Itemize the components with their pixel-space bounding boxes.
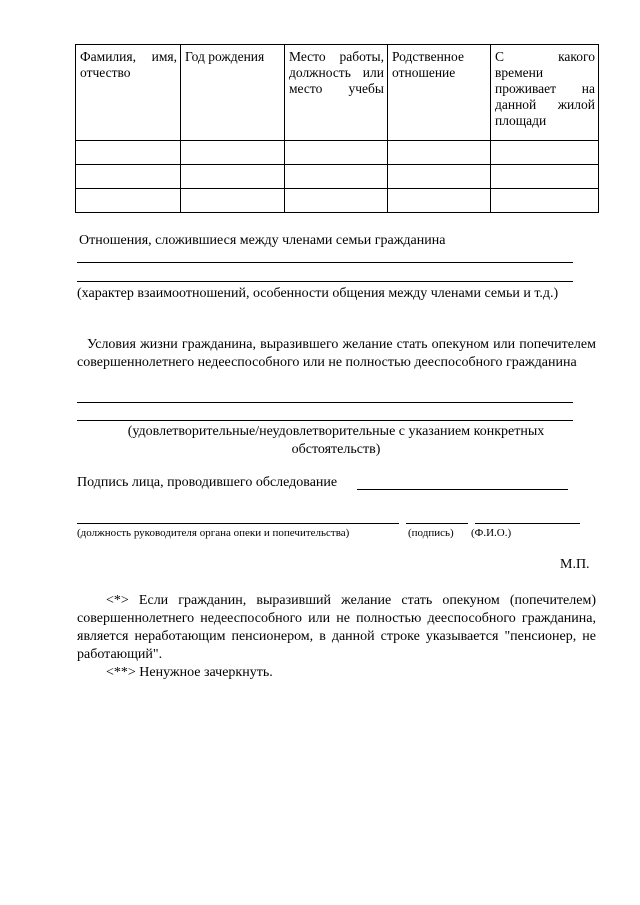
relations-fill-line-1[interactable] — [77, 262, 573, 263]
header-residence-since: С какого времени проживает на данной жилой площади — [491, 45, 599, 141]
signature-fill-line[interactable] — [357, 489, 568, 490]
table-cell[interactable] — [388, 141, 491, 165]
table-cell[interactable] — [388, 189, 491, 213]
header-birth-year: Год рождения — [181, 45, 285, 141]
table-cell[interactable] — [285, 189, 388, 213]
header-full-name: Фамилия, имя, отчество — [76, 45, 181, 141]
name-fill-line[interactable] — [475, 523, 580, 524]
table-row — [76, 141, 599, 165]
relations-fill-line-2[interactable] — [77, 281, 573, 282]
signature-label: Подпись лица, проводившего обследование — [77, 475, 338, 490]
table-row — [76, 165, 599, 189]
table-cell[interactable] — [491, 165, 599, 189]
table-cell[interactable] — [285, 141, 388, 165]
conditions-label: Условия жизни гражданина, выразившего желание стать опекуном или попечителем совершеннолетнего недееспособного или не полностью дееспособного гражданина — [77, 337, 596, 370]
header-relation: Родственное отношение — [388, 45, 491, 141]
sign-fill-line[interactable] — [406, 523, 468, 524]
conditions-fill-line-1[interactable] — [77, 402, 573, 403]
table-row — [76, 189, 599, 213]
table-cell[interactable] — [76, 165, 181, 189]
table-cell[interactable] — [76, 141, 181, 165]
conditions-fill-line-2[interactable] — [77, 420, 573, 421]
table-cell[interactable] — [388, 165, 491, 189]
table-cell[interactable] — [285, 165, 388, 189]
seal-placeholder: М.П. — [560, 557, 590, 572]
family-members-table — [75, 44, 599, 213]
relations-hint: (характер взаимоотношений, особенности общения между членами семьи и т.д.) — [77, 286, 559, 301]
table-cell[interactable] — [181, 141, 285, 165]
table-cell[interactable] — [491, 189, 599, 213]
table-cell[interactable] — [76, 189, 181, 213]
relations-label: Отношения, сложившиеся между членами семьи гражданина — [79, 233, 446, 248]
table-cell[interactable] — [491, 141, 599, 165]
table-header-row — [76, 45, 599, 141]
footnote-1: <*> Если гражданин, выразивший желание стать опекуном (попечителем) совершеннолетнего недееспособного или не полностью дееспособного гражданина, является неработающим пенсионером, в данной строке указывается "пенсионер, не работающий". — [77, 593, 596, 662]
header-workplace: Место работы, должность или место учебы — [285, 45, 388, 141]
caption-position: (должность руководителя органа опеки и попечительства) — [77, 527, 350, 539]
caption-sign: (подпись) — [408, 527, 454, 539]
table-cell[interactable] — [181, 189, 285, 213]
conditions-hint: (удовлетворительные/неудовлетворительные с указанием конкретных обстоятельств) — [127, 424, 545, 457]
position-fill-line[interactable] — [77, 523, 399, 524]
table-cell[interactable] — [181, 165, 285, 189]
footnote-2: <**> Ненужное зачеркнуть. — [106, 665, 273, 680]
caption-name: (Ф.И.О.) — [471, 527, 512, 539]
